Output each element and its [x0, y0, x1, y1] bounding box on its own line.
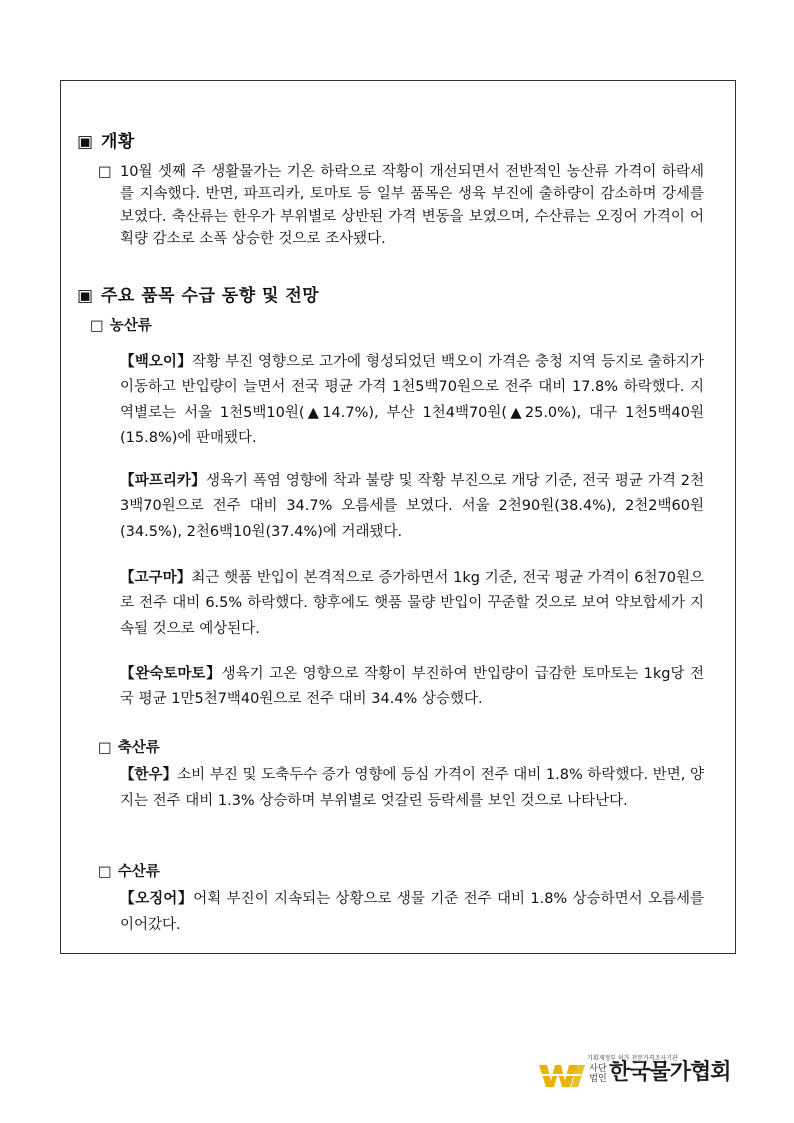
item-text: 어획 부진이 지속되는 상황으로 생물 기준 전주 대비 1.8% 상승하면서 오름세를 이어갔다. [120, 891, 704, 933]
organization-logo [539, 1055, 739, 1091]
item-text: 생육기 폭염 영향에 착과 불량 및 작황 부진으로 개당 기준, 전국 평균 가격 2천3백70원으로 전주 대비 34.7% 오름세를 보였다. 서울 2천90원(38.4%), 2천2백60원(34.5%), 2천6백10원(37.4%)에 거래됐다. [120, 473, 704, 540]
checkbox-bullet-icon: □ [98, 164, 112, 180]
item-tag: 【한우】 [120, 767, 178, 783]
livestock-heading [98, 738, 160, 758]
overview-text: 10월 셋째 주 생활물가는 기온 하락으로 작황이 개선되면서 전반적인 농산류 가격이 하락세를 지속했다. 반면, 파프리카, 토마토 등 일부 품목은 생육 부진에 출하량이 감소하며 강세를 보였다. 축산류는 한우가 부위별로 상반된 가격 변동을 보였으며, 수산류는 오징어 가격이 어획량 감소로 소폭 상승한 것으로 조사됐다. [120, 164, 704, 247]
item-paprika [120, 469, 704, 545]
fishery-heading [98, 862, 160, 882]
item-tag: 【완숙토마토】 [120, 666, 222, 682]
item-squid [120, 887, 704, 938]
item-text: 작황 부진 영향으로 고가에 형성되었던 백오이 가격은 충청 지역 등지로 출하지가 이동하고 반입량이 늘면서 전국 평균 가격 1천5백70원으로 전주 대비 17.8% 하락했다. 지역별로는 서울 1천5백10원(▲14.7%), 부산 1천4백70원(▲25.0%), 대구 1천5백40원(15.8%)에 판매됐다. [120, 354, 704, 446]
logo-tagline: 기획재정부 허가 전문가격조사기관 [587, 1055, 678, 1062]
overview-paragraph [98, 161, 704, 250]
item-tag: 【오징어】 [120, 891, 194, 907]
item-text: 최근 햇품 반입이 본격적으로 증가하면서 1kg 기준, 전국 평균 가격이 6천70원으로 전주 대비 6.5% 하락했다. 향후에도 햇품 물량 반입이 꾸준할 것으로 보여 약보합세가 지속될 것으로 예상된다. [120, 570, 704, 637]
logo-name: 한국물가협회 [609, 1060, 731, 1085]
checkbox-bullet-icon: □ [98, 740, 112, 756]
item-text: 소비 부진 및 도축두수 증가 영향에 등심 가격이 전주 대비 1.8% 하락했다. 반면, 양지는 전주 대비 1.3% 상승하며 부위별로 엇갈린 등락세를 보인 것으로 나타난다. [120, 767, 705, 809]
item-tomato [120, 662, 704, 713]
agriculture-title: 농산류 [109, 318, 152, 334]
trends-title: 주요 품목 수급 동향 및 전망 [101, 286, 320, 306]
overview-heading [77, 131, 135, 153]
livestock-title: 축산류 [117, 740, 160, 756]
logo-emblem-icon [539, 1063, 585, 1089]
item-hanwoo [120, 763, 704, 814]
item-tag: 【고구마】 [120, 570, 192, 586]
item-sweet-potato [120, 566, 704, 642]
agriculture-heading [90, 316, 152, 336]
item-tag: 【파프리카】 [120, 473, 206, 489]
item-tag: 【백오이】 [120, 354, 193, 370]
overview-title: 개황 [101, 132, 135, 152]
section-marker-icon: ▣ [77, 286, 94, 306]
item-cucumber [120, 350, 704, 451]
fishery-title: 수산류 [117, 864, 160, 880]
trends-heading [77, 285, 319, 307]
checkbox-bullet-icon: □ [90, 318, 104, 334]
logo-corp-type: 사단법인 [589, 1064, 607, 1084]
section-marker-icon: ▣ [77, 132, 94, 152]
checkbox-bullet-icon: □ [98, 864, 112, 880]
item-text: 생육기 고온 영향으로 작황이 부진하여 반입량이 급감한 토마토는 1kg당 전국 평균 1만5천7백40원으로 전주 대비 34.4% 상승했다. [120, 666, 704, 708]
